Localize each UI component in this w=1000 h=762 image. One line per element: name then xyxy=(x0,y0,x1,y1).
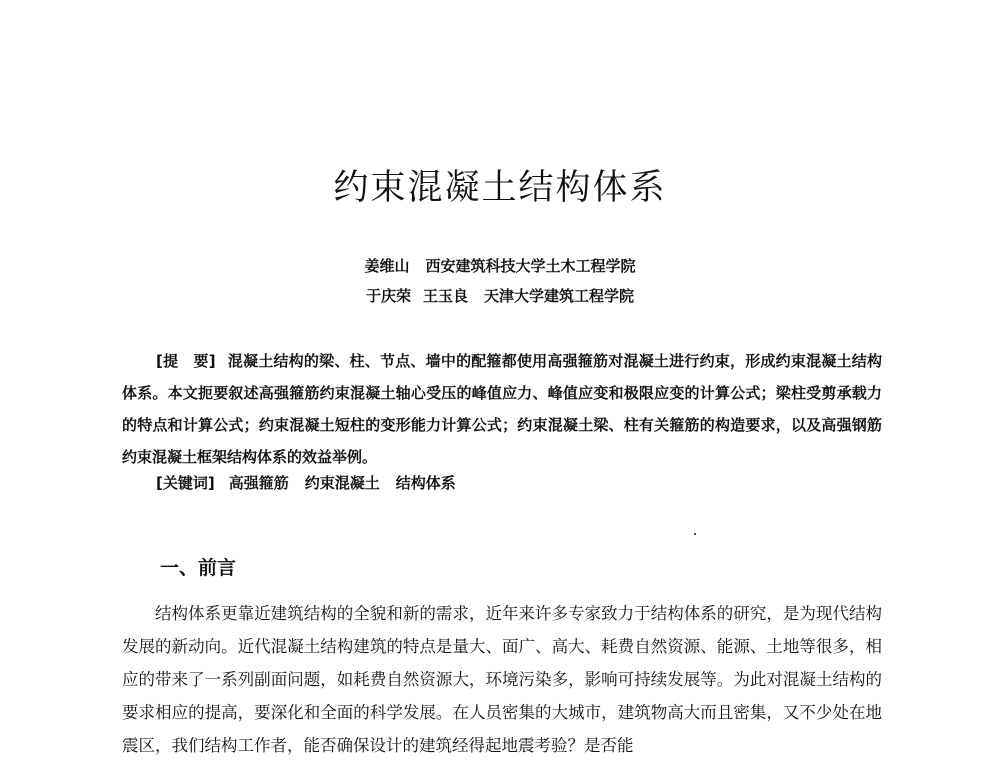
author-affiliation: 西安建筑科技大学土木工程学院 xyxy=(425,257,636,275)
abstract-label: [提 要] xyxy=(156,352,216,370)
author-name: 王玉良 xyxy=(422,287,468,305)
author-affiliation: 天津大学建筑工程学院 xyxy=(484,287,635,305)
abstract xyxy=(122,345,882,473)
author-line-2 xyxy=(0,285,1000,306)
keywords-label: [关键词] xyxy=(156,474,215,492)
section-paragraph: 结构体系更靠近建筑结构的全貌和新的需求，近年来许多专家致力于结构体系的研究，是为现代结构发展的新动向。近代混凝土结构建筑的特点是量大、面广、高大、耗费自然资源、能源、土地等很多，相应的带来了一系列副面问题，如耗费自然资源大，环境污染多，影响可持续发展等。为此对混凝土结构的要求相应的提高，要深化和全面的科学发展。在人员密集的大城市，建筑物高大而且密集，又不少处在地震区，我们结构工作者，能否确保设计的建筑经得起地震考验？是否能 xyxy=(122,604,882,755)
author-line-1 xyxy=(0,255,1000,276)
keyword: 结构体系 xyxy=(395,474,456,492)
paper-title: 约束混凝土结构体系 xyxy=(333,168,667,208)
keywords xyxy=(156,472,472,493)
keyword: 约束混凝土 xyxy=(304,474,380,492)
author-name: 姜维山 xyxy=(364,257,410,275)
keyword: 高强箍筋 xyxy=(228,474,289,492)
author-name: 于庆荣 xyxy=(365,287,411,305)
abstract-text: 混凝土结构的梁、柱、节点、墙中的配箍都使用高强箍筋对混凝土进行约束，形成约束混凝土结构体系。本文扼要叙述高强箍筋约束混凝土轴心受压的峰值应力、峰值应变和极限应变的计算公式；梁柱受剪承载力的特点和计算公式；约束混凝土短柱的变形能力计算公式；约束混凝土梁、柱有关箍筋的构造要求，以及高强钢筋约束混凝土框架结构体系的效益举例。 xyxy=(122,352,882,466)
section-heading: 一、前言 xyxy=(160,557,237,579)
scan-speck xyxy=(694,533,696,535)
